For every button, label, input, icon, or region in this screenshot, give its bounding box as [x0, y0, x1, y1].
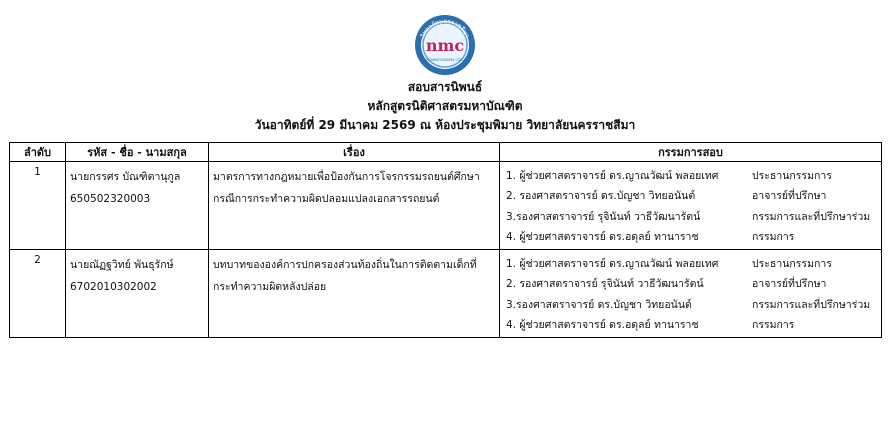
col-header-topic: เรื่อง	[209, 143, 500, 162]
student-id: 650502320003	[70, 193, 151, 205]
row-number: 1	[10, 162, 66, 250]
logo-monogram: nmc	[425, 36, 465, 55]
committee-member-name: 4. ผู้ช่วยศาสตราจารย์ ดร.อดุลย์ ทานาราช	[506, 319, 699, 332]
student-name: นายกรรศร บัณฑิตานุกูล	[70, 171, 181, 183]
header-line-1: สอบสารนิพนธ์	[407, 80, 483, 94]
committee-member-name: 2. รองศาสตราจารย์ ดร.บัญชา วิทยอนันต์	[506, 190, 696, 203]
committee-member-role: ประธานกรรมการ	[752, 257, 832, 270]
committee-member	[506, 165, 877, 186]
col-header-no: ลำดับ	[10, 143, 66, 162]
document-header	[0, 78, 890, 135]
student-id: 6702010302002	[70, 281, 157, 293]
committee-member-name: 4. ผู้ช่วยศาสตราจารย์ ดร.อดุลย์ ทานาราช	[506, 231, 699, 244]
thesis-topic: บทบาทขององค์การปกครองส่วนท้องถิ่นในการติดตามเด็กที่กระทำความผิดหลังปล่อย	[209, 250, 500, 338]
committee-member-name: 3.รองศาสตราจารย์ ดร.บัญชา วิทยอนันต์	[506, 298, 692, 311]
exam-schedule-table	[9, 142, 882, 338]
committee-member-name: 2. รองศาสตราจารย์ รุจินันท์ วาธีวัฒนารัตน์	[506, 278, 704, 291]
committee-member-role: อาจารย์ที่ปรึกษา	[752, 278, 827, 291]
table-header-row	[10, 143, 882, 162]
committee-member-role: อาจารย์ที่ปรึกษา	[752, 190, 827, 203]
committee-cell	[500, 162, 882, 250]
logo-arc-text: วิทยาลัยนครราชสีมา	[419, 17, 471, 39]
col-header-committee: กรรมการสอบ	[500, 143, 882, 162]
committee-member	[506, 294, 877, 315]
student-name: นายณัฏฐวิทย์ พันธุรักษ์	[70, 259, 174, 271]
committee-member-role: ประธานกรรมการ	[752, 169, 832, 182]
committee-member	[506, 274, 877, 295]
committee-member-role: กรรมการและที่ปรึกษาร่วม	[752, 210, 871, 223]
committee-member	[506, 253, 877, 274]
student-cell	[66, 250, 209, 338]
committee-member	[506, 186, 877, 207]
header-line-3: วันอาทิตย์ที่ 29 มีนาคม 2569 ณ ห้องประชุมพิมาย วิทยาลัยนครราชสีมา	[254, 118, 636, 132]
thesis-topic: มาตรการทางกฎหมายเพื่อป้องกันการโจรกรรมรถยนต์ศึกษากรณีการกระทำความผิดปลอมแปลงเอกสารรถยนต์	[209, 162, 500, 250]
student-cell	[66, 162, 209, 250]
committee-member-name: 1. ผู้ช่วยศาสตราจารย์ ดร.ญาณวัฒน์ พลอยเทศ	[506, 257, 719, 270]
table-row	[10, 250, 882, 338]
committee-member-role: กรรมการ	[752, 231, 795, 244]
committee-member-role: กรรมการและที่ปรึกษาร่วม	[752, 298, 871, 311]
col-header-student: รหัส - ชื่อ - นามสกุล	[66, 143, 209, 162]
committee-member	[506, 227, 877, 248]
committee-member-role: กรรมการ	[752, 319, 795, 332]
row-number: 2	[10, 250, 66, 338]
committee-member-name: 1. ผู้ช่วยศาสตราจารย์ ดร.ญาณวัฒน์ พลอยเทศ	[506, 169, 719, 182]
committee-member	[506, 206, 877, 227]
college-logo	[414, 14, 476, 76]
table-row	[10, 162, 882, 250]
committee-member	[506, 315, 877, 336]
committee-member-name: 3.รองศาสตราจารย์ รุจินันท์ วาธีวัฒนารัตน์	[506, 210, 701, 223]
logo-bottom-text: NAKHONRATCHASIMA COLLEGE	[419, 58, 471, 62]
header-line-2: หลักสูตรนิติศาสตรมหาบัณฑิต	[367, 99, 523, 113]
committee-cell	[500, 250, 882, 338]
